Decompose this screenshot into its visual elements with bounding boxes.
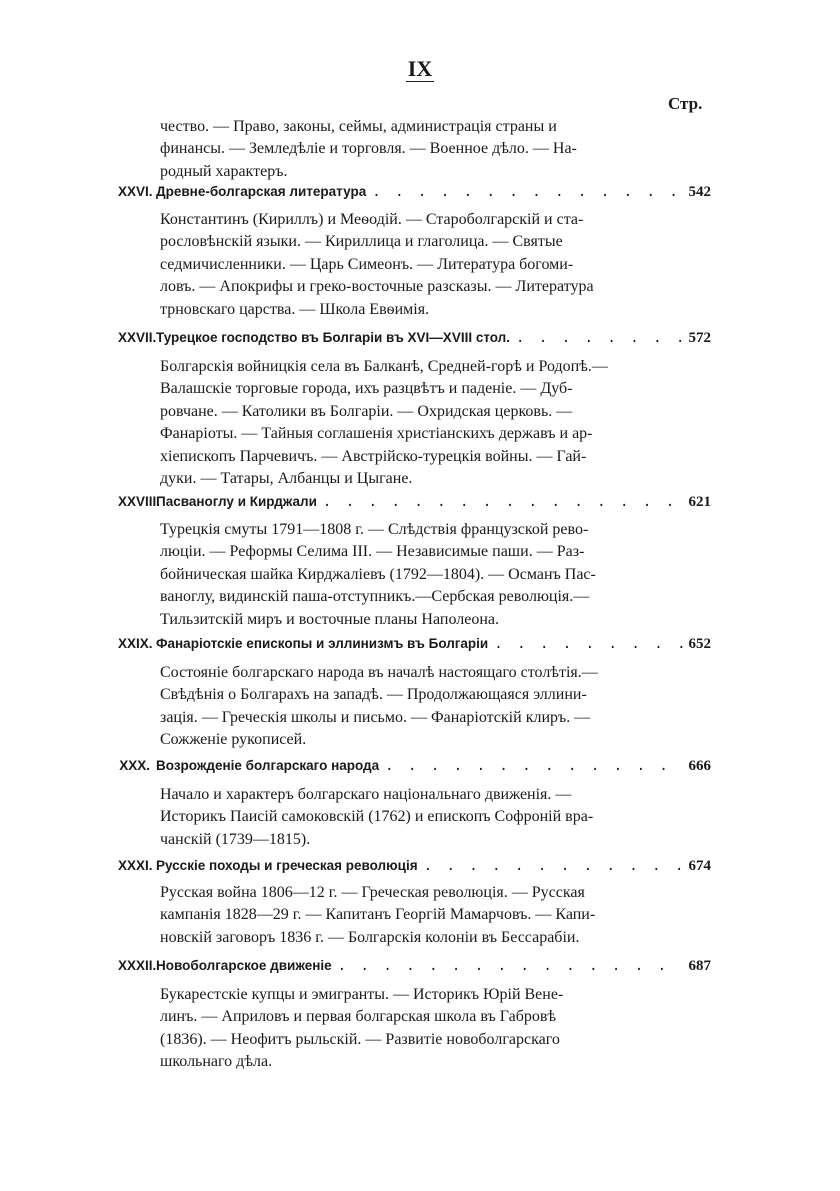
dot-leader [338, 958, 683, 974]
chapter-number: XXXII. [118, 958, 157, 973]
chapter-summary-xxix [160, 662, 668, 752]
chapter-heading-xxvi [118, 184, 711, 208]
intro-summary [160, 116, 668, 183]
chapter-number: XXX. [119, 758, 150, 773]
dot-leader [385, 758, 682, 774]
page-column-label: Стр. [668, 94, 703, 113]
summary-line: ловъ. — Апокрифы и греко-восточные разсказы. — Литература [160, 278, 594, 296]
summary-line: Болгарскія войницкія села въ Балканѣ, Средней-горѣ и Родопѣ.— [160, 358, 608, 375]
summary-line: Свѣдѣнія о Болгарахъ на западѣ. — Продолжающаяся эллини- [160, 686, 587, 704]
summary-line: люціи. — Реформы Селима III. — Независимые паши. — Раз- [160, 543, 585, 561]
summary-line: школьнаго дѣла. [160, 1053, 273, 1071]
summary-line: трновскаго царства. — Школа Евѳимія. [160, 300, 430, 318]
summary-line: Букарестскіе купцы и эмигранты. — Историкъ Юрій Вене- [160, 986, 564, 1003]
summary-line: Константинъ (Кириллъ) и Меѳодій. — Староболгарскій и ста- [160, 211, 584, 228]
summary-line: дуки. — Татары, Албанцы и Цыгане. [160, 470, 413, 488]
chapter-title: Пасваноглу и Кирджали [156, 494, 317, 509]
summary-line: чанскій (1739—1815). [160, 830, 311, 848]
chapter-page: 542 [688, 184, 711, 200]
summary-line: новскій заговоръ 1836 г. — Болгарскія колоніи въ Бессарабіи. [160, 928, 580, 946]
chapter-page: 666 [688, 758, 711, 774]
chapter-number: XXVIII. [118, 494, 161, 509]
summary-line: Русская война 1806—12 г. — Греческая революція. — Русская [160, 884, 585, 901]
chapter-page: 652 [688, 636, 711, 652]
chapter-title: Турецкое господство въ Болгаріи въ XVI—XVIII стол. [156, 330, 510, 345]
dot-leader [372, 184, 682, 200]
summary-line: Тильзитскій миръ и восточные планы Наполеона. [160, 610, 499, 628]
chapter-summary-xxvi [160, 209, 668, 321]
summary-line: (1836). — Неофитъ рыльскій. — Развитіе новоболгарскаго [160, 1030, 560, 1048]
summary-line: рословѣнскій языки. — Кириллица и глаголица. — Святые [160, 233, 563, 251]
chapter-page: 687 [688, 958, 711, 974]
page-number: IX [407, 56, 433, 81]
summary-line: ровчане. — Католики въ Болгаріи. — Охридская церковь. — [160, 402, 573, 420]
summary-line: Валашскіе торговые города, ихъ разцвѣтъ и паденіе. — Дуб- [160, 380, 573, 398]
summary-line: хіепископъ Парчевичъ. — Австрійско-турецкія войны. — Гай- [160, 447, 587, 465]
chapter-heading-xxviii [118, 494, 711, 518]
summary-line: Историкъ Паисій самоковскій (1762) и епископъ Софроній вра- [160, 808, 594, 826]
chapter-page: 621 [688, 494, 711, 510]
summary-line: Турецкія смуты 1791—1808 г. — Слѣдствія французской рево- [160, 521, 589, 538]
chapter-heading-xxvii [118, 330, 711, 354]
chapter-number: XXVII. [118, 330, 157, 345]
summary-line: седмичисленники. — Царь Симеонъ. — Литература богоми- [160, 255, 574, 273]
summary-line: Начало и характеръ болгарскаго національнаго движенія. — [160, 786, 572, 803]
dot-leader [516, 330, 683, 346]
chapter-number: XXIX. [118, 636, 153, 651]
summary-line: Сожженіе рукописей. [160, 731, 307, 749]
summary-line: чество. — Право, законы, сеймы, администрація страны и [160, 118, 557, 135]
chapter-heading-xxxi [118, 858, 711, 882]
dot-leader [323, 494, 683, 510]
chapter-page: 572 [688, 330, 711, 346]
dot-leader [424, 858, 683, 874]
summary-line: ваноглу, видинскій паша-отступникъ.—Сербская революція.— [160, 588, 590, 606]
chapter-title: Древне-болгарская литература [156, 184, 367, 199]
chapter-title: Возрожденіе болгарскаго народа [156, 758, 380, 773]
chapter-summary-xxxi [160, 882, 668, 949]
chapter-summary-xxvii [160, 356, 668, 490]
chapter-summary-xxviii [160, 519, 668, 631]
chapter-number: XXVI. [118, 184, 153, 199]
summary-line: зація. — Греческія школы и письмо. — Фанаріотскій клиръ. — [160, 708, 591, 726]
chapter-summary-xxxii [160, 984, 668, 1074]
chapter-title: Новоболгарское движеніе [156, 958, 332, 973]
chapter-page: 674 [688, 858, 711, 874]
summary-line: бойническая шайка Кирджаліевъ (1792—1804). — Османъ Пас- [160, 565, 596, 583]
summary-line: Фанаріоты. — Тайныя соглашенія христіанскихъ державъ и ар- [160, 425, 593, 443]
summary-line: кампанія 1828—29 г. — Капитанъ Георгій Мамарчовъ. — Капи- [160, 906, 596, 924]
chapter-heading-xxxii [118, 958, 711, 982]
summary-line: финансы. — Земледѣліе и торговля. — Военное дѣло. — На- [160, 140, 577, 158]
chapter-number: XXXI. [118, 858, 153, 873]
chapter-title: Фанаріотскіе епископы и эллинизмъ въ Болгаріи [156, 636, 489, 651]
dot-leader [494, 636, 682, 652]
chapter-heading-xxix [118, 636, 711, 660]
summary-line: Состояніе болгарскаго народа въ началѣ настоящаго столѣтія.— [160, 664, 598, 681]
chapter-title: Русскіе походы и греческая революція [156, 858, 418, 873]
chapter-summary-xxx [160, 784, 668, 851]
summary-line: родный характеръ. [160, 162, 288, 180]
chapter-heading-xxx [118, 758, 711, 782]
summary-line: линъ. — Априловъ и первая болгарская школа въ Габровѣ [160, 1008, 557, 1026]
